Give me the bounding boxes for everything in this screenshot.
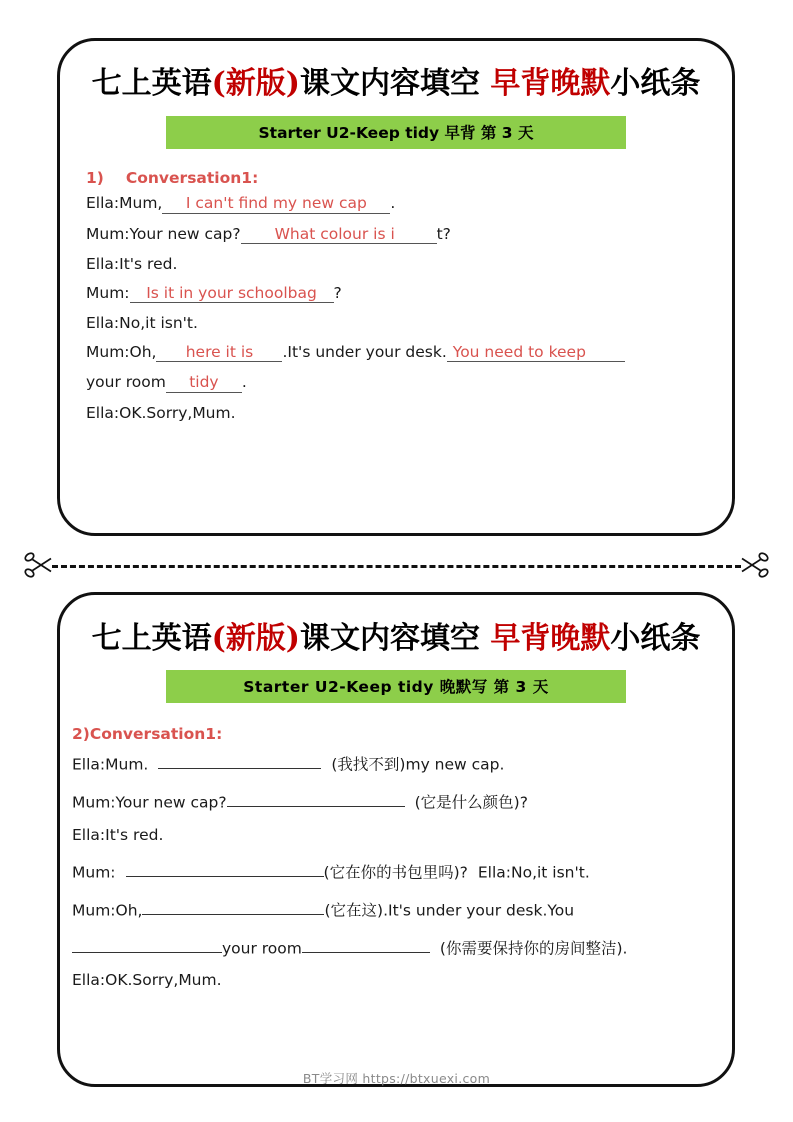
line-tail: Ella:No,it isn't. <box>477 863 590 882</box>
speaker-text: your room <box>222 938 302 957</box>
dialogue-line <box>86 375 732 393</box>
dialogue-line <box>86 283 732 304</box>
question-label: Conversation1: <box>125 169 259 187</box>
worksheet-card-morning <box>57 38 735 536</box>
dialogue-line <box>72 936 732 957</box>
speaker-text: Ella:Mum, <box>86 194 163 212</box>
title-part-5: 小纸条 <box>610 621 701 656</box>
answer-blank[interactable] <box>158 752 321 769</box>
answer-blank[interactable]: I can't find my new cap <box>162 196 390 214</box>
speaker-text: Ella:OK.Sorry,Mum. <box>72 971 222 990</box>
title-part-5: 小纸条 <box>610 66 701 101</box>
scissors-icon <box>22 548 56 582</box>
chinese-hint: (我找不到) <box>331 755 406 774</box>
chinese-hint: (你需要保持你的房间整洁) <box>439 938 623 957</box>
page-title <box>60 67 732 100</box>
chinese-hint: (它在这) <box>324 901 384 920</box>
answer-blank[interactable] <box>126 860 324 877</box>
title-part-2: (新版) <box>211 66 300 101</box>
dialogue-line <box>86 316 732 332</box>
line-tail: .It's under your desk.You <box>383 901 575 920</box>
unit-banner-evening: Starter U2-Keep tidy 晚默写 第 3 天 <box>166 670 626 703</box>
speaker-text: Mum:Oh, <box>86 342 157 361</box>
worksheet-card-evening <box>57 592 735 1087</box>
answer-blank[interactable]: You need to keep <box>447 345 625 363</box>
dialogue-line <box>72 973 732 989</box>
dialogue-line <box>86 403 732 422</box>
chinese-hint: (它是什么颜色)? <box>414 793 528 812</box>
answer-blank[interactable]: tidy <box>166 375 242 393</box>
title-part-3: 课文内容填空 <box>299 66 491 101</box>
dialogue-line <box>86 257 732 273</box>
dialogue-line <box>86 224 732 245</box>
card2-body <box>72 725 732 989</box>
question-heading-1 <box>86 169 732 187</box>
line-tail: . <box>241 373 247 391</box>
answer-blank[interactable]: here it is <box>156 345 282 363</box>
line-tail: t? <box>436 224 451 243</box>
speaker-text: Mum:Your new cap? <box>86 224 241 243</box>
unit-banner-morning: Starter U2-Keep tidy 早背 第 3 天 <box>166 116 626 149</box>
site-watermark: BT学习网 https://btxuexi.com <box>302 1071 491 1086</box>
card1-body <box>86 169 732 421</box>
page-title <box>60 622 732 655</box>
dashed-cut-line <box>52 565 741 568</box>
line-tail: .It's under your desk. <box>282 342 447 361</box>
line-tail: my new cap. <box>405 755 505 774</box>
dialogue-line <box>86 342 732 363</box>
title-part-4: 早背晚默 <box>490 66 611 101</box>
line-tail: . <box>390 194 396 212</box>
dialogue-line <box>72 825 732 844</box>
answer-blank[interactable] <box>72 936 222 953</box>
scissors-icon <box>737 548 771 582</box>
title-part-3: 课文内容填空 <box>299 621 491 656</box>
answer-blank[interactable] <box>142 898 324 915</box>
dialogue-line <box>72 860 732 881</box>
dialogue-line <box>72 752 732 773</box>
answer-blank[interactable] <box>302 936 430 953</box>
dialogue-line <box>86 196 732 214</box>
title-part-2: (新版) <box>211 621 300 656</box>
answer-blank[interactable] <box>227 790 405 807</box>
speaker-text: Mum:Oh, <box>72 901 143 920</box>
chinese-hint: (它在你的书包里吗)? <box>323 863 468 882</box>
line-tail: ? <box>333 283 342 302</box>
title-part-1: 七上英语 <box>91 621 212 656</box>
speaker-text: Ella:No,it isn't. <box>86 314 198 332</box>
title-part-4: 早背晚默 <box>490 621 611 656</box>
speaker-text: Ella:It's red. <box>86 255 178 273</box>
answer-blank[interactable]: What colour is i <box>241 227 437 245</box>
question-heading-2: 2)Conversation1: <box>72 725 223 743</box>
speaker-text: Mum: <box>86 283 130 302</box>
question-number: 1) <box>86 169 104 187</box>
cut-divider <box>0 548 793 584</box>
line-tail: . <box>622 938 628 957</box>
speaker-text: Mum:Your new cap? <box>72 793 227 812</box>
answer-blank[interactable]: Is it in your schoolbag <box>130 286 334 304</box>
dialogue-line <box>72 790 732 811</box>
speaker-text: Ella:OK.Sorry,Mum. <box>86 403 236 422</box>
speaker-text: Ella:Mum. <box>72 755 149 774</box>
title-part-1: 七上英语 <box>91 66 212 101</box>
speaker-text: Mum: <box>72 863 116 882</box>
speaker-text: Ella:It's red. <box>72 825 164 844</box>
speaker-text: your room <box>86 373 166 391</box>
dialogue-line <box>72 898 732 919</box>
